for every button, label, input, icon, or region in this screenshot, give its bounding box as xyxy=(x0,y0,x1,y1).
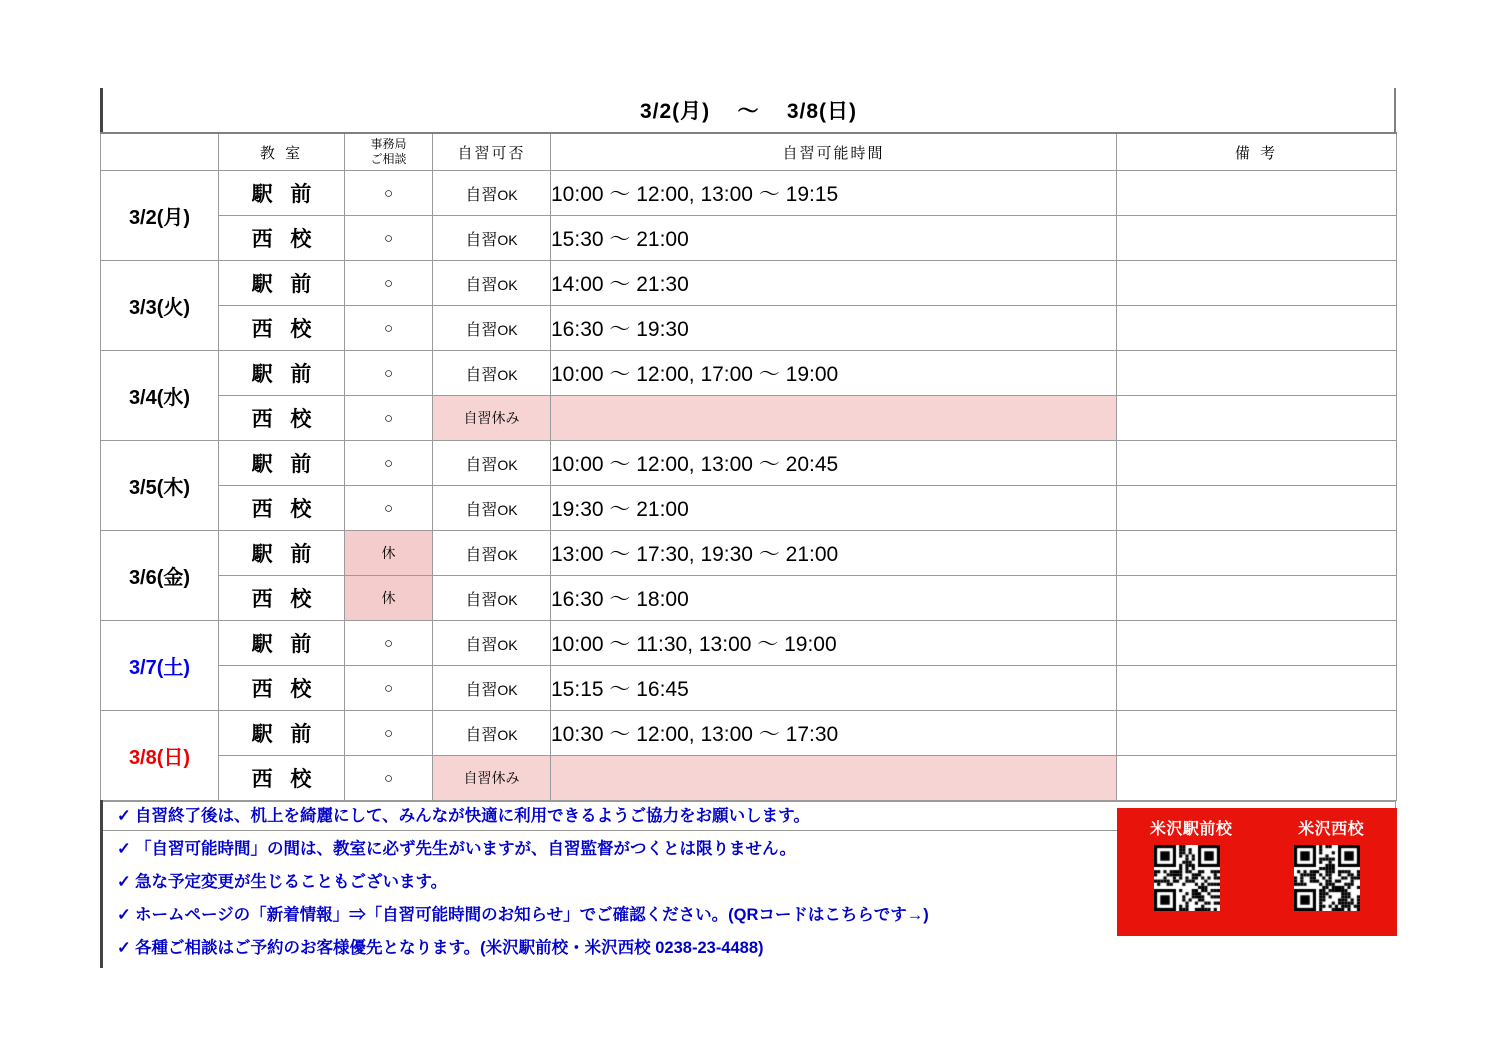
row-availability: 自習OK xyxy=(433,666,551,711)
row-availability: 自習OK xyxy=(433,216,551,261)
row-time: 10:00 ～ 12:00, 13:00 ～ 20:45 xyxy=(551,441,1117,486)
page-title: 3/2(月) ～ 3/8(日) xyxy=(639,100,858,123)
header-availability: 自習可否 xyxy=(433,133,551,171)
schedule-sheet xyxy=(100,88,1396,831)
row-time: 10:00 ～ 12:00, 13:00 ～ 19:15 xyxy=(551,171,1117,216)
row-availability: 自習OK xyxy=(433,576,551,621)
header-note: 備 考 xyxy=(1117,133,1397,171)
table-row xyxy=(101,261,1397,306)
header-room: 教 室 xyxy=(219,133,345,171)
check-icon: ✓ xyxy=(117,906,131,924)
table-row xyxy=(101,531,1397,576)
row-availability: 自習休み xyxy=(433,756,551,801)
row-room: 西 校 xyxy=(219,486,345,531)
row-office-status: ○ xyxy=(345,171,433,216)
qr-code-nishi-icon[interactable] xyxy=(1294,845,1360,911)
row-availability: 自習OK xyxy=(433,711,551,756)
qr-labels xyxy=(1117,808,1397,839)
row-date: 3/4(水) xyxy=(101,351,219,441)
table-body xyxy=(101,171,1397,801)
row-note xyxy=(1117,396,1397,441)
row-room: 西 校 xyxy=(219,396,345,441)
note-text: ホームページの「新着情報」⇒「自習可能時間のお知らせ」でご確認ください。(QRコードはこちらです→) xyxy=(135,906,929,924)
table-row xyxy=(101,486,1397,531)
row-note xyxy=(1117,666,1397,711)
row-note xyxy=(1117,351,1397,396)
row-office-status: 休 xyxy=(345,531,433,576)
header-office-line2: ご相談 xyxy=(370,152,407,166)
check-icon: ✓ xyxy=(117,873,131,891)
row-office-status: ○ xyxy=(345,261,433,306)
row-availability: 自習OK xyxy=(433,171,551,216)
table-row xyxy=(101,396,1397,441)
row-note xyxy=(1117,171,1397,216)
row-note xyxy=(1117,441,1397,486)
check-icon: ✓ xyxy=(117,840,131,858)
table-row xyxy=(101,171,1397,216)
row-room: 駅 前 xyxy=(219,711,345,756)
note-item xyxy=(117,932,1100,965)
row-note xyxy=(1117,306,1397,351)
table-row xyxy=(101,576,1397,621)
row-note xyxy=(1117,531,1397,576)
check-icon: ✓ xyxy=(117,939,131,957)
notes-list xyxy=(100,800,1100,965)
row-availability: 自習休み xyxy=(433,396,551,441)
row-availability: 自習OK xyxy=(433,531,551,576)
header-time: 自習可能時間 xyxy=(551,133,1117,171)
row-date: 3/2(月) xyxy=(101,171,219,261)
table-row xyxy=(101,621,1397,666)
row-time: 10:00 ～ 11:30, 13:00 ～ 19:00 xyxy=(551,621,1117,666)
row-office-status: ○ xyxy=(345,351,433,396)
note-item xyxy=(117,866,1100,899)
row-office-status: ○ xyxy=(345,756,433,801)
row-office-status: ○ xyxy=(345,441,433,486)
qr-panel xyxy=(1117,808,1397,936)
table-header xyxy=(101,133,1397,171)
row-availability: 自習OK xyxy=(433,306,551,351)
row-date: 3/7(土) xyxy=(101,621,219,711)
note-item xyxy=(117,833,1100,866)
row-note xyxy=(1117,711,1397,756)
qr-codes xyxy=(1117,845,1397,911)
row-note xyxy=(1117,576,1397,621)
row-note xyxy=(1117,261,1397,306)
row-time: 15:30 ～ 21:00 xyxy=(551,216,1117,261)
qr-label-ekimae: 米沢駅前校 xyxy=(1149,821,1233,838)
row-room: 駅 前 xyxy=(219,261,345,306)
row-room: 駅 前 xyxy=(219,351,345,396)
row-time: 14:00 ～ 21:30 xyxy=(551,261,1117,306)
table-row xyxy=(101,666,1397,711)
row-room: 駅 前 xyxy=(219,441,345,486)
row-room: 駅 前 xyxy=(219,171,345,216)
row-time: 13:00 ～ 17:30, 19:30 ～ 21:00 xyxy=(551,531,1117,576)
row-office-status: ○ xyxy=(345,621,433,666)
schedule-table xyxy=(100,132,1397,801)
title-row xyxy=(100,88,1396,132)
row-room: 西 校 xyxy=(219,306,345,351)
table-row xyxy=(101,306,1397,351)
row-office-status: ○ xyxy=(345,306,433,351)
row-date: 3/6(金) xyxy=(101,531,219,621)
table-row xyxy=(101,351,1397,396)
table-row xyxy=(101,216,1397,261)
row-time: 16:30 ～ 18:00 xyxy=(551,576,1117,621)
row-room: 西 校 xyxy=(219,576,345,621)
qr-code-ekimae-icon[interactable] xyxy=(1154,845,1220,911)
row-time: 10:00 ～ 12:00, 17:00 ～ 19:00 xyxy=(551,351,1117,396)
table-row xyxy=(101,711,1397,756)
row-room: 駅 前 xyxy=(219,531,345,576)
row-time: 16:30 ～ 19:30 xyxy=(551,306,1117,351)
row-room: 西 校 xyxy=(219,756,345,801)
row-date: 3/3(火) xyxy=(101,261,219,351)
qr-label-nishi: 米沢西校 xyxy=(1298,821,1365,838)
note-text: 急な予定変更が生じることもございます。 xyxy=(135,873,448,891)
table-row xyxy=(101,441,1397,486)
header-date xyxy=(101,133,219,171)
row-office-status: 休 xyxy=(345,576,433,621)
row-time: 10:30 ～ 12:00, 13:00 ～ 17:30 xyxy=(551,711,1117,756)
note-item xyxy=(117,800,1100,833)
row-note xyxy=(1117,216,1397,261)
note-text: 自習終了後は、机上を綺麗にして、みんなが快適に利用できるようご協力をお願いします。 xyxy=(135,807,810,825)
row-availability: 自習OK xyxy=(433,621,551,666)
row-time: 19:30 ～ 21:00 xyxy=(551,486,1117,531)
row-availability: 自習OK xyxy=(433,441,551,486)
row-note xyxy=(1117,486,1397,531)
row-time xyxy=(551,756,1117,801)
row-availability: 自習OK xyxy=(433,351,551,396)
row-time xyxy=(551,396,1117,441)
row-office-status: ○ xyxy=(345,666,433,711)
row-office-status: ○ xyxy=(345,486,433,531)
header-office xyxy=(345,133,433,171)
row-room: 駅 前 xyxy=(219,621,345,666)
row-office-status: ○ xyxy=(345,396,433,441)
table-row xyxy=(101,756,1397,801)
note-item xyxy=(117,899,1100,932)
row-room: 西 校 xyxy=(219,216,345,261)
row-note xyxy=(1117,756,1397,801)
row-date: 3/5(木) xyxy=(101,441,219,531)
header-office-line1: 事務局 xyxy=(370,137,407,151)
row-time: 15:15 ～ 16:45 xyxy=(551,666,1117,711)
note-text: 「自習可能時間」の間は、教室に必ず先生がいますが、自習監督がつくとは限りません。 xyxy=(135,840,796,858)
note-text: 各種ご相談はご予約のお客様優先となります。(米沢駅前校・米沢西校 0238-23-4488) xyxy=(135,939,764,957)
row-office-status: ○ xyxy=(345,711,433,756)
check-icon: ✓ xyxy=(117,807,131,825)
row-room: 西 校 xyxy=(219,666,345,711)
row-availability: 自習OK xyxy=(433,486,551,531)
row-date: 3/8(日) xyxy=(101,711,219,801)
row-office-status: ○ xyxy=(345,216,433,261)
row-note xyxy=(1117,621,1397,666)
row-availability: 自習OK xyxy=(433,261,551,306)
